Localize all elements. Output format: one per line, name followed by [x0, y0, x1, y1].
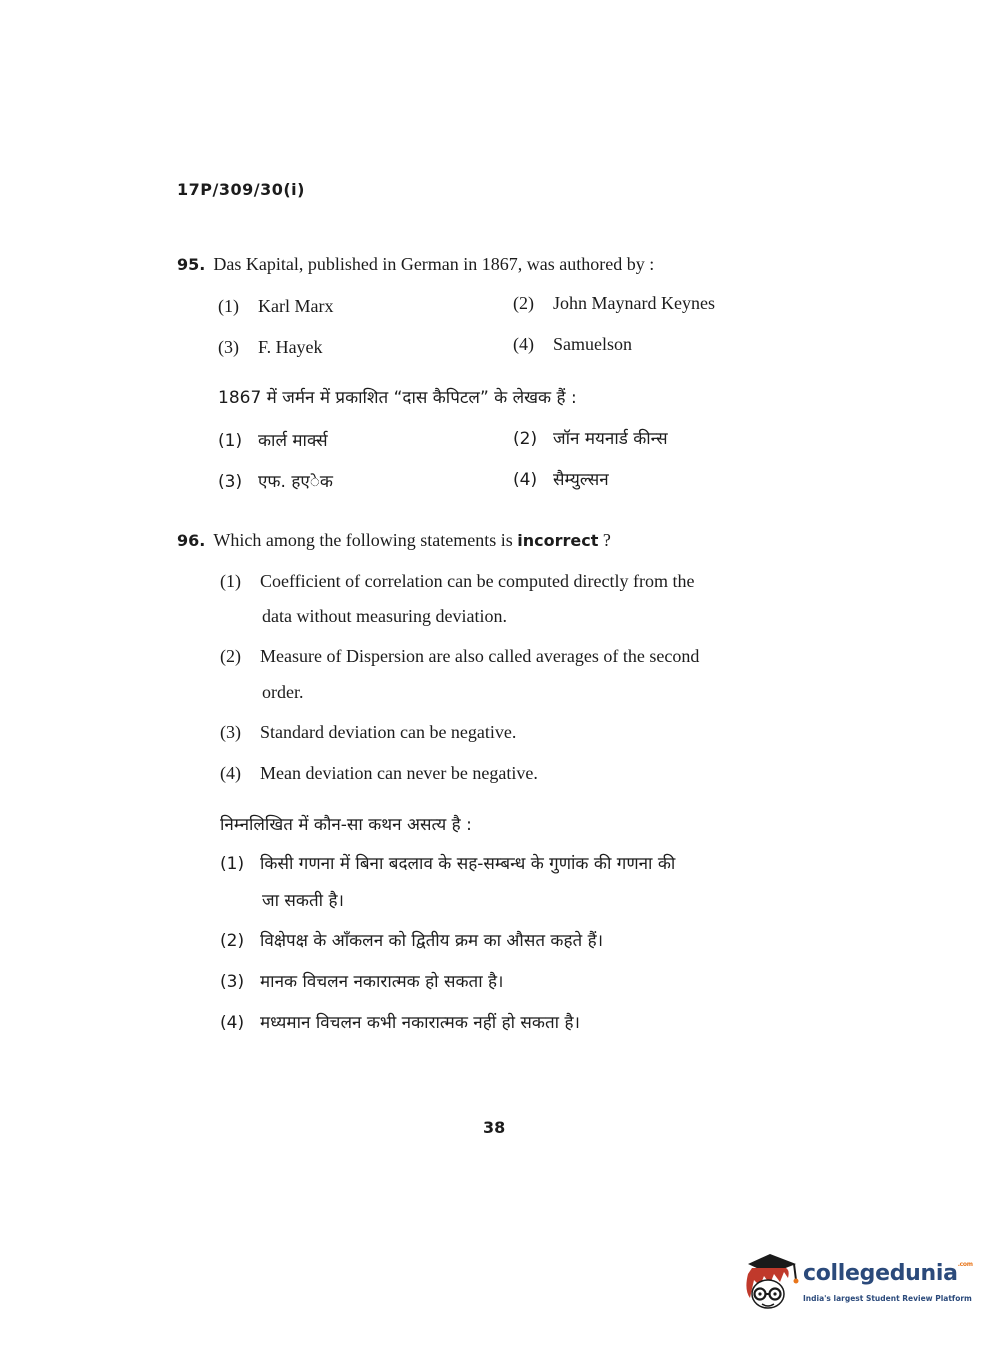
question-text: Das Kapital, published in German in 1867, was authored by :	[213, 254, 655, 274]
option-text: Karl Marx	[258, 296, 334, 316]
option-text: मानक विचलन नकारात्मक हो सकता है।	[260, 972, 504, 992]
option-text: जॉन मयनार्ड कीन्स	[553, 429, 668, 449]
option-text: Coefficient of correlation can be computed directly from the	[260, 571, 695, 591]
option-96-1-cont: data without measuring deviation.	[262, 606, 507, 626]
option-number: (4)	[513, 334, 534, 354]
question-number: 96.	[177, 531, 206, 550]
option-number: (3)	[218, 472, 243, 492]
option-text: किसी गणना में बिना बदलाव के सह-सम्बन्ध के गुणांक की गणना की	[260, 854, 676, 874]
option-95-4-hindi	[513, 467, 609, 490]
option-text: John Maynard Keynes	[553, 293, 715, 313]
option-text: Measure of Dispersion are also called averages of the second	[260, 646, 700, 666]
option-96-2	[220, 646, 699, 667]
option-96-1-hindi-cont: जा सकती है।	[262, 891, 344, 911]
option-number: (1)	[218, 431, 243, 451]
logo-name: collegedunia$^{.com}$	[803, 1261, 973, 1286]
option-number: (4)	[220, 763, 241, 783]
option-text: सैम्युल्सन	[553, 470, 609, 490]
question-95	[177, 254, 654, 275]
paper-code: 17P/309/30(i)	[177, 180, 305, 199]
option-text: Mean deviation can never be negative.	[260, 763, 538, 783]
option-number: (4)	[513, 470, 538, 490]
question-number: 95.	[177, 255, 206, 274]
option-96-4-hindi	[220, 1010, 580, 1033]
option-96-2-cont: order.	[262, 682, 304, 702]
option-number: (2)	[220, 931, 245, 951]
option-96-1-hindi	[220, 851, 675, 874]
option-number: (3)	[220, 722, 241, 742]
option-number: (1)	[218, 296, 239, 316]
option-95-2	[513, 293, 715, 314]
option-number: (2)	[513, 429, 538, 449]
option-number: (2)	[220, 646, 241, 666]
question-mark: ?	[602, 530, 611, 550]
option-95-1	[218, 296, 333, 317]
option-96-3	[220, 722, 516, 743]
option-text: मध्यमान विचलन कभी नकारात्मक नहीं हो सकता है।	[260, 1013, 580, 1033]
option-text: Standard deviation can be negative.	[260, 722, 517, 742]
option-95-3-hindi	[218, 469, 333, 492]
question-96	[177, 530, 611, 551]
mascot-icon	[740, 1250, 802, 1320]
question-95-hindi: 1867 में जर्मन में प्रकाशित “दास कैपिटल” के लेखक हैं :	[218, 388, 577, 408]
option-96-1	[220, 571, 695, 592]
question-96-hindi: निम्नलिखित में कौन-सा कथन असत्य है :	[220, 815, 472, 835]
option-95-2-hindi	[513, 426, 668, 449]
collegedunia-logo	[740, 1250, 973, 1320]
option-text: एफ. हएेक	[258, 472, 333, 492]
logo-tagline: India's largest Student Review Platform	[803, 1294, 972, 1303]
option-text: Samuelson	[553, 334, 632, 354]
page-number: 38	[483, 1118, 506, 1137]
question-emphasis: incorrect	[517, 531, 599, 550]
option-text: कार्ल मार्क्स	[258, 431, 328, 451]
option-96-3-hindi	[220, 969, 503, 992]
option-number: (3)	[218, 337, 239, 357]
option-text: F. Hayek	[258, 337, 323, 357]
option-95-1-hindi	[218, 428, 328, 451]
option-text: विक्षेपक्ष के आँकलन को द्वितीय क्रम का औसत कहते हैं।	[260, 931, 604, 951]
option-number: (1)	[220, 571, 241, 591]
option-95-3	[218, 337, 323, 358]
option-number: (3)	[220, 972, 245, 992]
option-96-4	[220, 763, 538, 784]
option-number: (2)	[513, 293, 534, 313]
question-text: Which among the following statements is	[213, 530, 513, 550]
option-number: (4)	[220, 1013, 245, 1033]
logo-suffix: .com	[957, 1261, 973, 1268]
option-96-2-hindi	[220, 928, 603, 951]
option-number: (1)	[220, 854, 245, 874]
option-95-4	[513, 334, 632, 355]
